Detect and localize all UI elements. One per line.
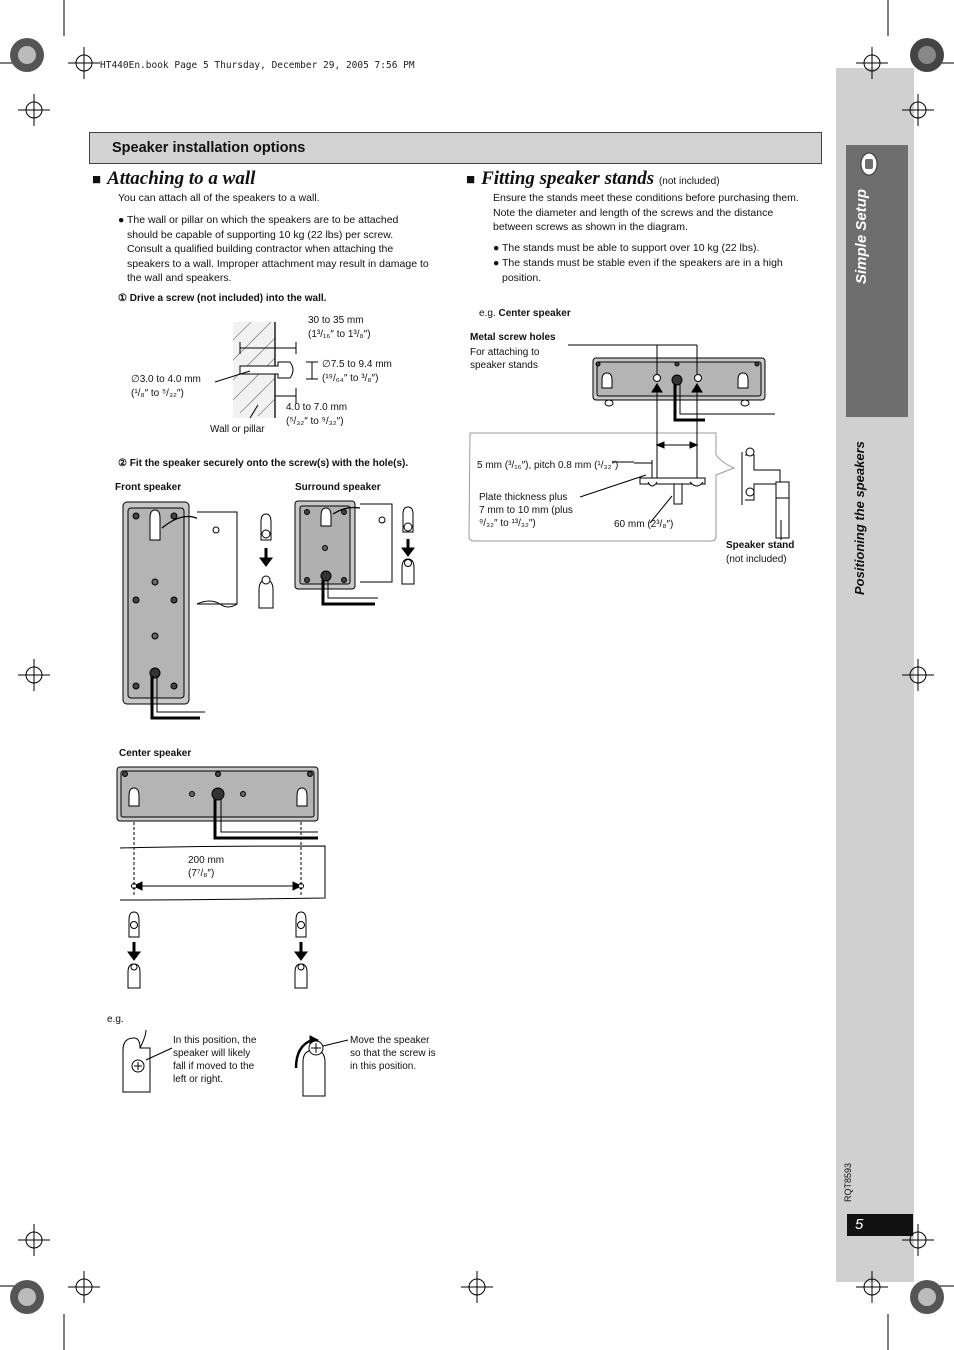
plate-line: 7 mm to 10 mm (plus [479,505,573,516]
wall-intro: You can attach all of the speakers to a wall. [118,192,320,204]
step-2-text: Fit the speaker securely onto the screw(s) with the hole(s). [129,458,409,469]
surround-speaker-illustration [295,501,414,604]
bullet-dot-icon: ● [118,214,125,226]
bullet-line: speakers to a wall. Improper attachment may result in damage to [127,257,429,270]
page-number-box [847,1214,913,1236]
center-speaker-label: Center speaker [119,748,192,759]
bullet-line: Consult a qualified building contractor when attaching the [127,243,394,255]
plug-icon [858,150,880,178]
dim-head [322,358,392,386]
wall-heading [92,168,255,190]
dim-shaft-mm: ∅3.0 to 4.0 mm [131,374,201,385]
center-dim [188,854,224,880]
section-title: Speaker installation options [112,140,306,156]
bullet-line: The stands must be stable even if the speakers are in a high [502,257,783,269]
sidebar-positioning: Positioning the speakers [852,441,867,595]
wall-warning-bullet [118,213,429,286]
dim-gap-mm: 4.0 to 7.0 mm [286,402,348,413]
plate-line: ⁹/₃₂″ to ¹³/₃₂″) [479,518,536,529]
dim-head-in: (¹⁹/₆₄″ to ³/₈″) [322,373,379,384]
intro-line: Note the diameter and length of the screws and the distance [493,206,774,219]
dim-length-mm: 30 to 35 mm [308,315,364,326]
note-line: Move the speaker [350,1035,430,1046]
step-1 [118,292,326,307]
center-dim-in: (7⁷/₈″) [188,868,215,879]
note-line: left or right. [173,1074,224,1085]
stands-heading-text: Fitting speaker stands [481,168,655,189]
speaker-stand-label [726,539,794,567]
square-bullet-icon: ■ [466,171,476,188]
dim-gap [286,401,347,429]
bullet-line: should be capable of supporting 10 kg (22 lbs) per screw. [127,228,394,241]
stands-bullet-2 [493,256,783,285]
dim-length [308,314,371,342]
note-line: so that the screw is [350,1048,436,1059]
stands-example-label [479,307,571,322]
bullet-line: The wall or pillar on which the speakers are to be attached [127,214,399,226]
stands-heading [466,168,720,190]
dim-shaft [131,373,201,401]
note-line: speaker will likely [173,1048,251,1059]
front-speaker-label: Front speaker [115,482,182,493]
center-dim-mm: 200 mm [188,855,225,866]
note-line: fall if moved to the [173,1061,255,1072]
dim-shaft-in: (¹/₈″ to ⁵/₃₂″) [131,388,184,399]
document-code: RQT8593 [843,1162,853,1202]
bullet-line: The stands must be able to support over 10 kg (22 lbs). [502,242,760,254]
dim-gap-in: (⁵/₃₂″ to ⁹/₃₂″) [286,416,344,427]
sub-line: For attaching to [470,347,540,358]
stand-note: (not included) [726,554,787,565]
stands-intro [493,191,799,235]
surround-speaker-label: Surround speaker [295,482,381,493]
bad-position-note [173,1034,256,1086]
print-header: HT440En.book Page 5 Thursday, December 29, 2005 7:56 PM [100,60,415,71]
sub-line: speaker stands [470,360,538,371]
square-bullet-icon: ■ [92,171,102,188]
bullet-dot-icon: ● [493,257,500,269]
dim-length-in: (1³/₁₆″ to 1³/₈″) [308,329,371,340]
sidebar-simple-setup: Simple Setup [853,188,870,284]
stands-heading-note: (not included) [658,176,720,187]
note-line: In this position, the [173,1035,257,1046]
eg-prefix: e.g. [479,308,496,319]
section-title-bar [89,132,822,164]
wall-label: Wall or pillar [210,424,265,435]
eg-label: e.g. [107,1014,124,1025]
intro-line: Ensure the stands meet these conditions before purchasing them. [493,192,799,204]
bullet-line: the wall and speakers. [127,272,232,284]
screw-spec: 5 mm (³/₁₆″), pitch 0.8 mm (¹/₃₂″) [477,460,619,471]
good-position-note [350,1034,436,1073]
eg-speaker-name: Center speaker [498,308,571,319]
wall-heading-text: Attaching to a wall [107,168,256,189]
dim-head-mm: ∅7.5 to 9.4 mm [322,359,392,370]
step-2-number: ② [118,458,127,469]
screw-spacing: 60 mm (2³/₈″) [614,519,674,530]
plate-line: Plate thickness plus [479,492,568,503]
metal-holes-label: Metal screw holes [470,332,556,343]
metal-holes-sub [470,346,539,372]
step-2 [118,457,408,472]
step-1-number: ① [118,293,127,304]
intro-line: between screws as shown in the diagram. [493,221,688,233]
bullet-dot-icon: ● [493,242,500,254]
front-speaker-illustration [123,502,273,718]
plate-thickness [479,491,573,530]
step-1-text: Drive a screw (not included) into the wall. [129,293,327,304]
stand-label: Speaker stand [726,540,795,551]
stands-bullet-1 [493,241,759,256]
bullet-line: position. [502,271,542,284]
note-line: in this position. [350,1061,417,1072]
page-number: 5 [855,1216,864,1233]
